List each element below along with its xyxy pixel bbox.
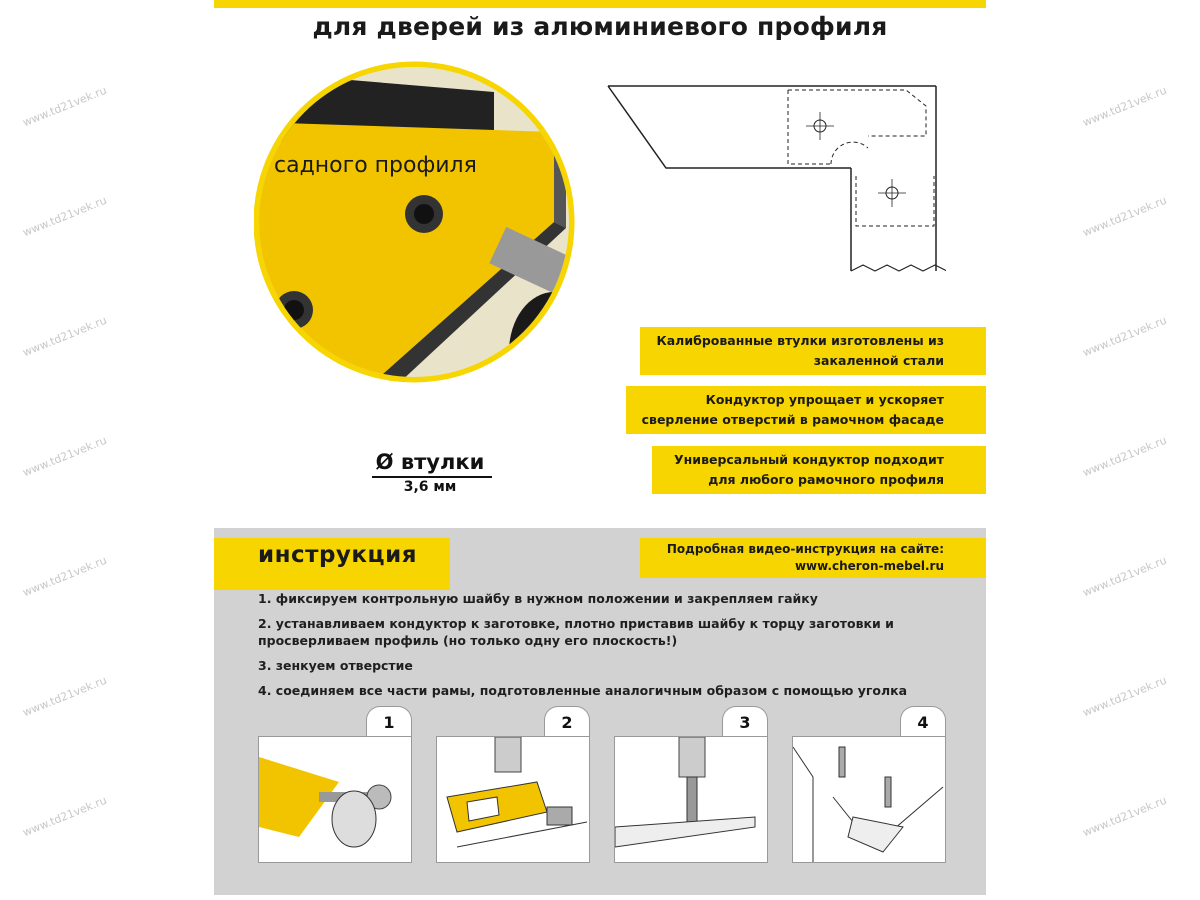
feature-line: Универсальный кондуктор подходит xyxy=(674,452,944,467)
watermark-text: www.td21vek.ru xyxy=(1080,313,1169,360)
watermark-text: www.td21vek.ru xyxy=(1080,83,1169,130)
zoom-photo xyxy=(254,52,594,452)
watermark-text: www.td21vek.ru xyxy=(20,193,109,240)
watermark-text: www.td21vek.ru xyxy=(20,83,109,130)
feature-line: сверление отверстий в рамочном фасаде xyxy=(641,412,944,427)
feature-line: Калиброванные втулки изготовлены из xyxy=(656,333,944,348)
feature-line: Кондуктор упрощает и ускоряет xyxy=(705,392,944,407)
feature-box-universal xyxy=(652,446,986,494)
diameter-value: 3,6 мм xyxy=(403,479,457,495)
feature-box-simplifies-drilling xyxy=(626,386,986,434)
instruction-step: 4. соединяем все части рамы, подготовленные аналогичным образом с помощью уголка xyxy=(258,683,908,698)
instructions-title: инструкция xyxy=(258,542,417,568)
diameter-underline xyxy=(372,476,492,478)
instruction-steps xyxy=(258,590,958,707)
video-instruction-box xyxy=(640,538,986,578)
feature-line: закаленной стали xyxy=(813,353,944,368)
corner-drawing xyxy=(606,76,946,286)
top-accent-strip xyxy=(214,0,986,8)
figure-step-1 xyxy=(258,736,412,863)
feature-box-hardened-steel xyxy=(640,327,986,375)
watermark-text: www.td21vek.ru xyxy=(20,433,109,480)
watermark-text: www.td21vek.ru xyxy=(20,313,109,360)
watermark-text: www.td21vek.ru xyxy=(1080,433,1169,480)
figure-number-tab: 1 xyxy=(366,706,412,737)
watermark-text: www.td21vek.ru xyxy=(1080,553,1169,600)
zoom-photo-label: садного профиля xyxy=(274,153,477,178)
watermark-text: www.td21vek.ru xyxy=(20,553,109,600)
watermark-text: www.td21vek.ru xyxy=(20,673,109,720)
video-instruction-link[interactable]: www.cheron-mebel.ru xyxy=(794,559,944,573)
watermark-text: www.td21vek.ru xyxy=(1080,673,1169,720)
instruction-step: 3. зенкуем отверстие xyxy=(258,658,413,673)
page-title: для дверей из алюминиевого профиля xyxy=(312,12,888,41)
watermark-text: www.td21vek.ru xyxy=(1080,793,1169,840)
watermark-text: www.td21vek.ru xyxy=(20,793,109,840)
figure-step-3 xyxy=(614,736,768,863)
video-instruction-label: Подробная видео-инструкция на сайте: xyxy=(666,542,944,556)
feature-line: для любого рамочного профиля xyxy=(708,472,944,487)
watermark-text: www.td21vek.ru xyxy=(1080,193,1169,240)
diameter-title: Ø втулки xyxy=(375,450,485,474)
figure-number-tab: 3 xyxy=(722,706,768,737)
figure-number-tab: 4 xyxy=(900,706,946,737)
figure-step-2 xyxy=(436,736,590,863)
instruction-step: 2. устанавливаем кондуктор к заготовке, плотно приставив шайбу к торцу заготовки и просверливаем профиль (но только одну его плоскость!) xyxy=(258,616,894,648)
figure-step-4 xyxy=(792,736,946,863)
instruction-step: 1. фиксируем контрольную шайбу в нужном положении и закрепляем гайку xyxy=(258,591,818,606)
figure-number-tab: 2 xyxy=(544,706,590,737)
